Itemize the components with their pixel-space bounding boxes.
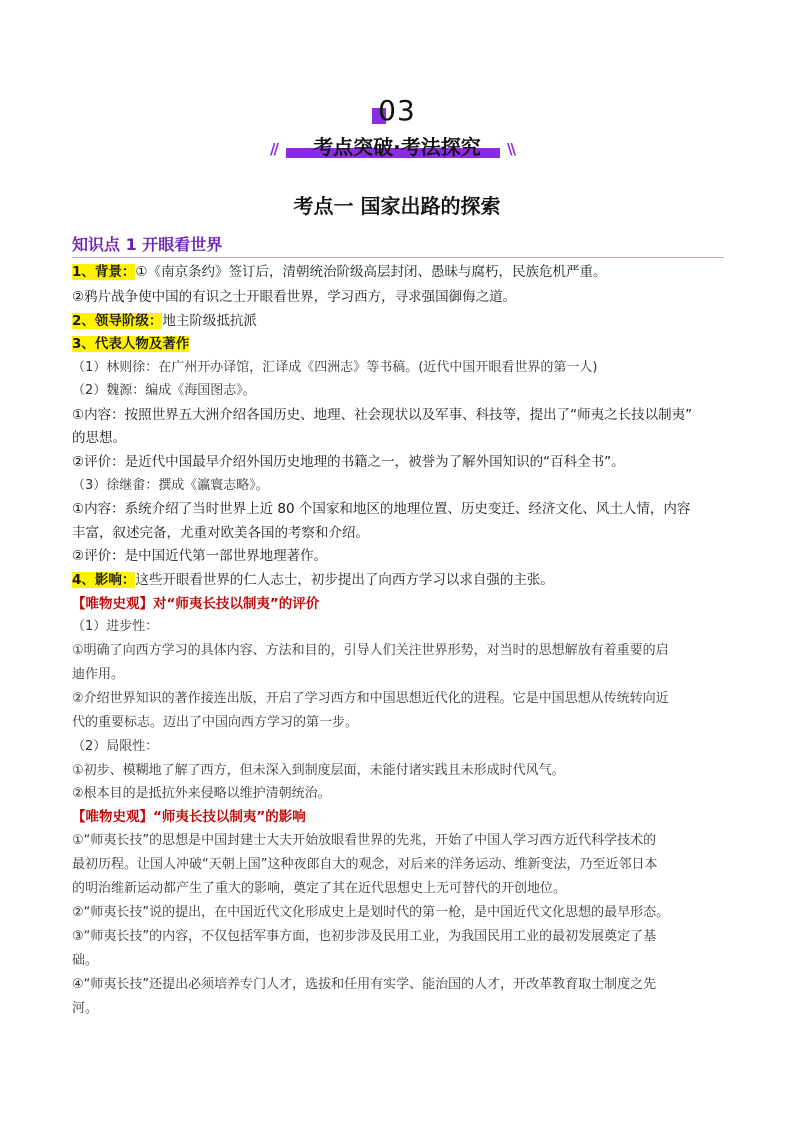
text-line: （3）徐继畬：撰成《瀛寰志略》。 — [72, 478, 269, 493]
text-line: ②“师夷长技”说的提出，在中国近代文化形成史上是划时代的第一枪，是中国近代文化思想的最早形态。 — [72, 905, 670, 920]
text-line — [72, 311, 732, 331]
text-line: ③“师夷长技”的内容，不仅包括军事方面，也初步涉及民用工业，为我国民用工业的最初发展奠定了基 — [72, 929, 657, 944]
line-text: 地主阶级抵抗派 — [162, 313, 257, 329]
text-line: 的明治维新运动都产生了重大的影响，奠定了其在近代思想史上无可替代的开创地位。 — [72, 881, 567, 896]
text-line — [72, 334, 732, 354]
text-line: ②根本目的是抵抗外来侵略以维护清朝统治。 — [72, 786, 331, 801]
subheading-red: 【唯物史观】对“师夷长技以制夷”的评价 — [72, 596, 320, 612]
highlight-label: 2、领导阶级： — [72, 313, 163, 329]
banner-title: 考点突破·考法探究 — [313, 135, 481, 159]
section-number: 03 — [378, 94, 416, 127]
text-line: ②鸦片战争使中国的有识之士开眼看世界，学习西方，寻求强国御侮之道。 — [72, 289, 517, 305]
text-line: （1）进步性： — [72, 619, 159, 634]
text-line: 础。 — [72, 953, 99, 968]
topic-title: 考点一 国家出路的探索 — [293, 194, 501, 218]
text-line: ②介绍世界知识的著作接连出版，开启了学习西方和中国思想近代化的进程。它是中国思想从传统转向近 — [72, 691, 669, 706]
text-line: ①内容：按照世界五大洲介绍各国历史、地理、社会现状以及军事、科技等，提出了“师夷之长技以制夷” — [72, 407, 693, 423]
text-line: （1）林则徐：在广州开办译馆，汇译成《四洲志》等书稿。(近代中国开眼看世界的第一人) — [72, 360, 598, 375]
text-line: 代的重要标志。迈出了中国向西方学习的第一步。 — [72, 715, 359, 730]
text-line: ②评价：是近代中国最早介绍外国历史地理的书籍之一，被誉为了解外国知识的“百科全书”。 — [72, 454, 625, 470]
text-line: ②评价：是中国近代第一部世界地理著作。 — [72, 548, 328, 564]
text-line: ①初步、模糊地了解了西方，但未深入到制度层面，未能付诸实践且未形成时代风气。 — [72, 763, 565, 778]
section-divider — [72, 257, 724, 258]
text-line: ①内容：系统介绍了当时世界上近 80 个国家和地区的地理位置、历史变迁、经济文化、风土人情，内容 — [72, 501, 691, 517]
highlight-label: 1、背景： — [72, 264, 136, 280]
line-text: ①《南京条约》签订后，清朝统治阶级高层封闭、愚昧与腐朽，民族危机严重。 — [135, 264, 607, 280]
text-line: （2）局限性： — [72, 739, 159, 754]
text-line: 丰富，叙述完备，尤重对欧美各国的考察和介绍。 — [72, 525, 369, 541]
text-line: 河。 — [72, 1001, 99, 1016]
text-line: 的思想。 — [72, 430, 126, 446]
left-slash-decoration: // — [270, 140, 277, 158]
text-line: ①明确了向西方学习的具体内容、方法和目的，引导人们关注世界形势，对当时的思想解放有着重要的启 — [72, 643, 669, 658]
text-line — [72, 570, 732, 590]
text-line: ④“师夷长技”还提出必须培养专门人才，选拔和任用有实学、能治国的人才，开改革教育取士制度之先 — [72, 977, 657, 992]
line-text: 这些开眼看世界的仁人志士，初步提出了向西方学习以求自强的主张。 — [135, 572, 554, 588]
text-line: 最初历程。让国人冲破“天朝上国”这种夜郎自大的观念，对后来的洋务运动、维新变法，乃至近邻日本 — [72, 857, 658, 872]
section-heading: 知识点 1 开眼看世界 — [72, 235, 223, 254]
text-line: 迪作用。 — [72, 667, 125, 682]
text-line: ①“师夷长技”的思想是中国封建士大夫开始放眼看世界的先兆，开始了中国人学习西方近代科学技术的 — [72, 833, 657, 848]
highlight-label: 3、代表人物及著作 — [72, 336, 190, 352]
text-line: （2）魏源：编成《海国图志》。 — [72, 383, 256, 398]
text-line — [72, 262, 732, 282]
highlight-label: 4、影响： — [72, 572, 136, 588]
right-slash-decoration: \\ — [507, 140, 514, 158]
subheading-red: 【唯物史观】“师夷长技以制夷”的影响 — [72, 809, 306, 825]
